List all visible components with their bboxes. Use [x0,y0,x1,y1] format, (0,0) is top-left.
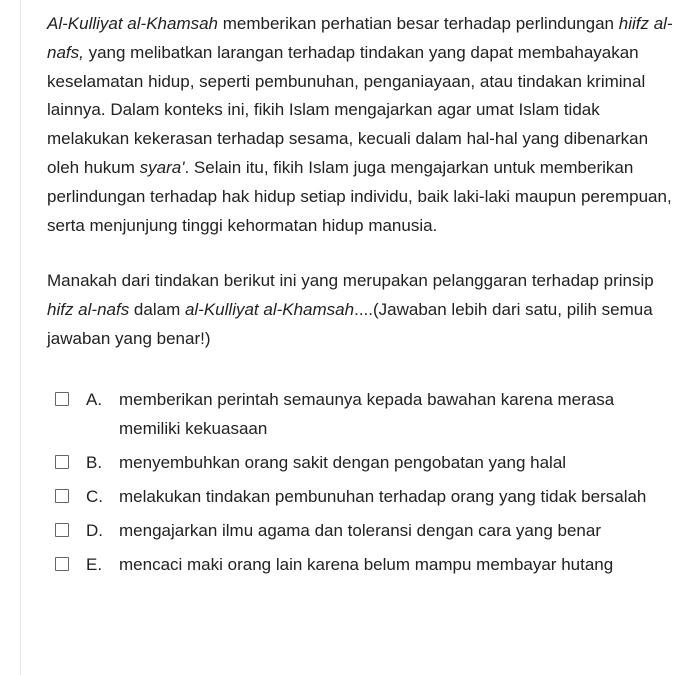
checkbox-icon[interactable] [55,523,69,537]
passage-text-3: . Selain itu, fikih Islam juga mengajarkan untuk memberikan perlindungan terhadap hak hidup setiap individu, baik laki-laki maupun perempuan, serta menjunjung tinggi kehormatan hidup manusia. [47,157,672,235]
passage-term-syara: syara' [139,157,185,177]
option-label[interactable]: memberikan perintah semaunya kepada bawahan karena merasa memiliki kekuasaan [119,389,615,438]
question-prompt [47,267,677,353]
passage-text-2: yang melibatkan larangan terhadap tindakan yang dapat membahayakan keselamatan hidup, seperti pembunuhan, penganiayaan, atau tindakan kriminal lainnya. Dalam konteks ini, fikih Islam mengajarkan agar umat Islam tidak melakukan kekerasan terhadap sesama, kecuali dalam hal-hal yang dibenarkan oleh hukum [47,42,649,177]
option-letter: B. [86,452,103,472]
option-letter: D. [86,520,103,540]
option-d[interactable] [55,516,677,545]
option-label[interactable]: melakukan tindakan pembunuhan terhadap orang yang tidak bersalah [119,486,647,506]
option-label[interactable]: menyembuhkan orang sakit dengan pengobatan yang halal [119,452,567,472]
passage-term-hifz: hiifz al-nafs, [47,14,673,62]
option-letter: E. [86,554,103,574]
question-term-hifz: hifz al-nafs [47,300,130,320]
checkbox-icon[interactable] [55,392,69,406]
option-label[interactable]: mencaci maki orang lain karena belum mampu membayar hutang [119,554,614,574]
option-letter: C. [86,486,103,506]
question-text-1: Manakah dari tindakan berikut ini yang merupakan pelanggaran terhadap prinsip [47,271,654,291]
question-text-3: ....(Jawaban lebih dari satu, pilih semua jawaban yang benar!) [47,300,653,348]
left-divider [20,0,21,675]
passage-text-1: memberikan perhatian besar terhadap perlindungan [218,14,619,33]
option-c[interactable] [55,482,677,511]
checkbox-icon[interactable] [55,557,69,571]
option-label[interactable]: mengajarkan ilmu agama dan toleransi dengan cara yang benar [119,520,601,540]
checkbox-icon[interactable] [55,455,69,469]
option-a[interactable] [55,385,677,443]
option-letter: A. [86,389,103,409]
question-card [47,10,677,584]
answer-options [47,385,677,579]
option-e[interactable] [55,550,677,579]
checkbox-icon[interactable] [55,489,69,503]
passage-paragraph [47,10,677,240]
question-term-kulliyat: al-Kulliyat al-Khamsah [184,300,355,320]
option-b[interactable] [55,448,677,477]
question-text-2: dalam [129,300,185,320]
passage-term-kulliyat: Al-Kulliyat al-Khamsah [47,14,219,33]
